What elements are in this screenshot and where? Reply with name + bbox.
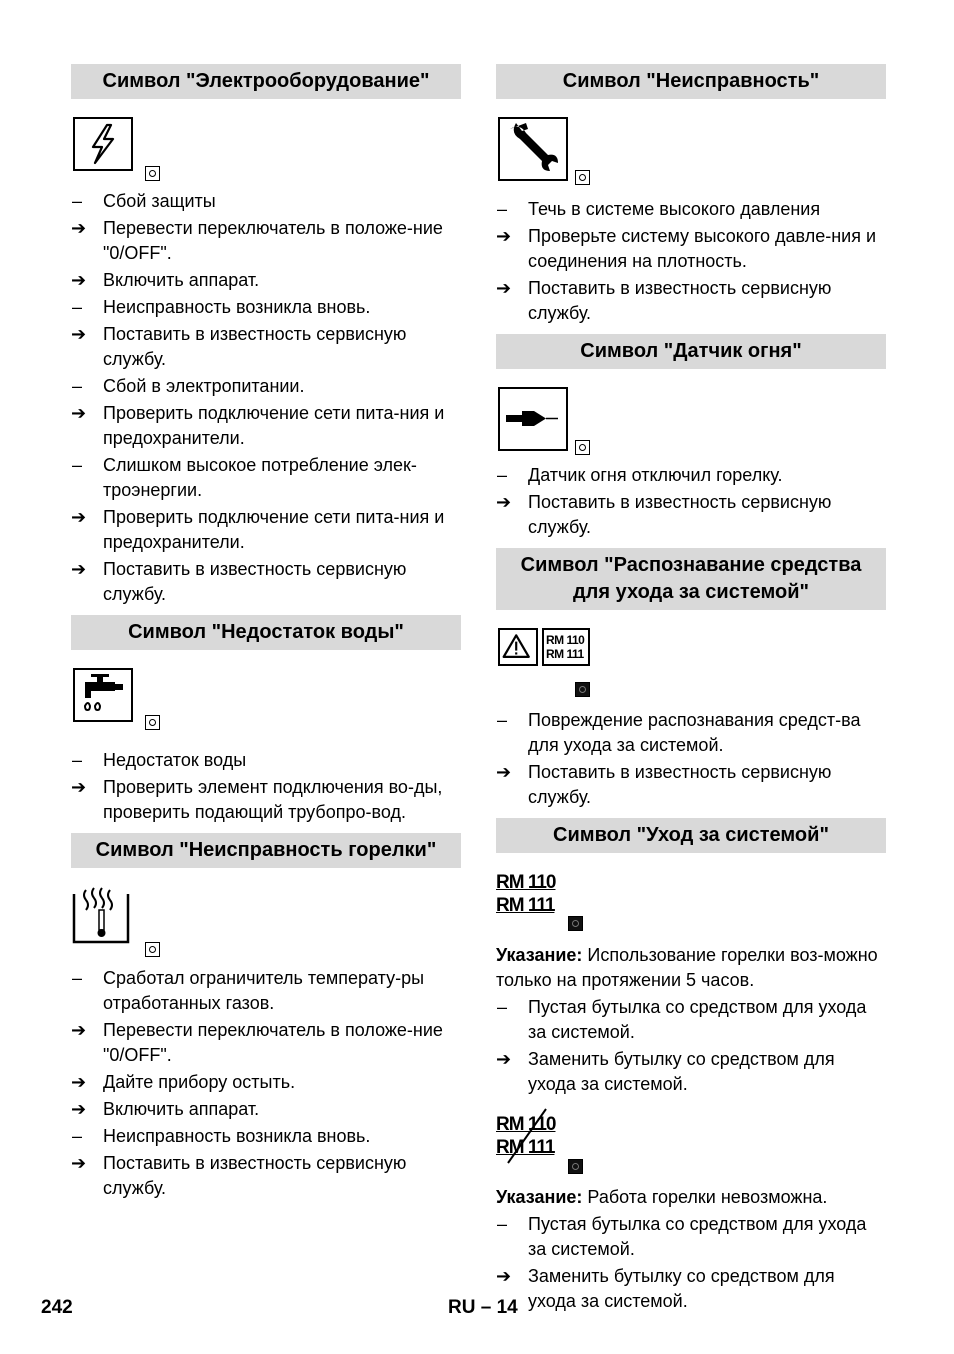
note-label: Указание: xyxy=(496,1187,583,1207)
arrow-icon: ➔ xyxy=(71,324,87,344)
heading-water: Символ "Недостаток воды" xyxy=(71,615,461,650)
wrench-icon xyxy=(498,117,568,181)
note-label: Указание: xyxy=(496,945,583,965)
item-text: Перевести переключатель в положе-ние "0/OFF". xyxy=(103,218,443,263)
condition-item xyxy=(71,453,461,503)
action-item xyxy=(71,1151,461,1201)
list-care-2 xyxy=(496,1212,886,1314)
action-item xyxy=(496,224,886,274)
heading-burner: Символ "Неисправность горелки" xyxy=(71,833,461,868)
list-water xyxy=(71,748,461,825)
dash-icon: – xyxy=(72,191,83,211)
rm-110-label: RM 110 xyxy=(546,633,585,647)
item-text: Слишком высокое потребление элек-троэнергии. xyxy=(103,455,417,500)
action-item xyxy=(496,1047,886,1097)
item-text: Сработал ограничитель температу-ры отработанных газов. xyxy=(103,968,425,1013)
action-item xyxy=(71,1097,461,1122)
dash-icon: – xyxy=(72,455,83,475)
action-item xyxy=(496,760,886,810)
action-item xyxy=(496,276,886,326)
condition-item xyxy=(71,748,461,773)
action-item xyxy=(71,1070,461,1095)
dash-icon: – xyxy=(72,297,83,317)
status-indicator-icon xyxy=(145,166,160,181)
list-care-1 xyxy=(496,995,886,1097)
status-indicator-icon xyxy=(145,715,160,730)
note-usage xyxy=(496,943,886,993)
arrow-icon: ➔ xyxy=(496,762,512,782)
item-text: Заменить бутылку со средством для ухода за системой. xyxy=(528,1049,835,1094)
arrow-icon: ➔ xyxy=(496,492,512,512)
item-text: Заменить бутылку со средством для ухода за системой. xyxy=(528,1266,835,1311)
symbol-row-burner xyxy=(71,886,461,966)
symbol-row-water xyxy=(71,668,461,748)
arrow-icon: ➔ xyxy=(71,403,87,423)
symbol-row-fault xyxy=(496,117,886,197)
strike-through-icon xyxy=(496,1107,560,1167)
arrow-icon: ➔ xyxy=(496,1049,512,1069)
item-text: Пустая бутылка со средством для ухода за системой. xyxy=(528,997,867,1042)
symbol-row-electro xyxy=(71,117,461,189)
heading-care: Символ "Уход за системой" xyxy=(496,818,886,853)
item-text: Поставить в известность сервисную службу. xyxy=(103,559,407,604)
item-text: Поставить в известность сервисную службу. xyxy=(103,324,407,369)
item-text: Неисправность возникла вновь. xyxy=(103,297,371,317)
dash-icon: – xyxy=(72,750,83,770)
dash-icon: – xyxy=(497,997,508,1017)
action-item xyxy=(496,1264,886,1314)
item-text: Включить аппарат. xyxy=(103,270,260,290)
dash-icon: – xyxy=(72,968,83,988)
item-text: Включить аппарат. xyxy=(103,1099,260,1119)
water-tap-icon xyxy=(73,668,133,722)
arrow-icon: ➔ xyxy=(71,1153,87,1173)
action-item xyxy=(71,268,461,293)
symbol-row-care xyxy=(496,871,886,943)
item-text: Сбой в электропитании. xyxy=(103,376,305,396)
list-burner xyxy=(71,966,461,1201)
status-indicator-icon xyxy=(568,916,583,931)
item-text: Течь в системе высокого давления xyxy=(528,199,821,219)
arrow-icon: ➔ xyxy=(71,218,87,238)
dash-icon: – xyxy=(497,710,508,730)
action-item xyxy=(71,1018,461,1068)
symbol-row-flame xyxy=(496,387,886,463)
dash-icon: – xyxy=(72,1126,83,1146)
item-text: Перевести переключатель в положе-ние "0/OFF". xyxy=(103,1020,443,1065)
right-column xyxy=(496,64,886,1316)
condition-item xyxy=(496,708,886,758)
status-indicator-icon xyxy=(568,1159,583,1174)
condition-item xyxy=(496,463,886,488)
action-item xyxy=(496,490,886,540)
condition-item xyxy=(71,295,461,320)
care-agent-label xyxy=(496,871,555,917)
item-text: Проверьте систему высокого давле-ния и соединения на плотность. xyxy=(528,226,877,271)
item-text: Недостаток воды xyxy=(103,750,247,770)
heading-flame: Символ "Датчик огня" xyxy=(496,334,886,369)
item-text: Поставить в известность сервисную службу. xyxy=(528,278,832,323)
condition-item xyxy=(496,995,886,1045)
heading-detect: Символ "Распознавание средства для ухода за системой" xyxy=(496,548,886,610)
arrow-icon: ➔ xyxy=(71,507,87,527)
arrow-icon: ➔ xyxy=(71,270,87,290)
rm-111-label: RM 111 xyxy=(546,647,584,661)
symbol-row-care-crossed xyxy=(496,1113,886,1185)
item-text: Поставить в известность сервисную службу. xyxy=(528,492,832,537)
item-text: Пустая бутылка со средством для ухода за системой. xyxy=(528,1214,867,1259)
rm-110-label: RM 110 xyxy=(496,872,556,893)
list-flame xyxy=(496,463,886,540)
arrow-icon: ➔ xyxy=(496,226,512,246)
action-item xyxy=(71,401,461,451)
status-indicator-icon xyxy=(145,942,160,957)
heading-electro: Символ "Электрооборудование" xyxy=(71,64,461,99)
symbol-row-detect xyxy=(496,628,886,708)
care-agent-label-box xyxy=(542,628,590,666)
condition-item xyxy=(71,966,461,1016)
arrow-icon: ➔ xyxy=(71,1099,87,1119)
item-text: Поставить в известность сервисную службу. xyxy=(103,1153,407,1198)
item-text: Датчик огня отключил горелку. xyxy=(528,465,783,485)
note-no-operation xyxy=(496,1185,886,1210)
page-label: RU – 14 xyxy=(448,1297,518,1318)
dash-icon: – xyxy=(72,376,83,396)
list-detect xyxy=(496,708,886,810)
rm-111-label: RM 111 xyxy=(496,895,555,916)
arrow-icon: ➔ xyxy=(71,559,87,579)
heading-fault: Символ "Неисправность" xyxy=(496,64,886,99)
dash-icon: – xyxy=(497,465,508,485)
item-text: Повреждение распознавания средст-ва для ухода за системой. xyxy=(528,710,861,755)
list-fault xyxy=(496,197,886,326)
item-text: Проверить подключение сети пита-ния и предохранители. xyxy=(103,507,445,552)
list-electro xyxy=(71,189,461,607)
arrow-icon: ➔ xyxy=(496,278,512,298)
status-indicator-icon xyxy=(575,170,590,185)
arrow-icon: ➔ xyxy=(71,1072,87,1092)
dash-icon: – xyxy=(497,1214,508,1234)
flame-sensor-icon xyxy=(498,387,568,451)
dash-icon: – xyxy=(497,199,508,219)
left-column xyxy=(71,64,461,1203)
rm-110-label: RM 110 xyxy=(496,1114,556,1135)
electrical-icon xyxy=(73,117,133,171)
condition-item xyxy=(496,1212,886,1262)
arrow-icon: ➔ xyxy=(71,1020,87,1040)
status-indicator-icon xyxy=(575,440,590,455)
action-item xyxy=(71,557,461,607)
warning-icon xyxy=(498,628,538,666)
page-number: 242 xyxy=(41,1297,73,1318)
condition-item xyxy=(71,374,461,399)
action-item xyxy=(71,322,461,372)
condition-item xyxy=(71,1124,461,1149)
item-text: Дайте прибору остыть. xyxy=(103,1072,296,1092)
condition-item xyxy=(71,189,461,214)
item-text: Неисправность возникла вновь. xyxy=(103,1126,371,1146)
condition-item xyxy=(496,197,886,222)
action-item xyxy=(71,775,461,825)
note-text: Использование горелки воз-можно только на протяжении 5 часов. xyxy=(496,945,878,990)
item-text: Поставить в известность сервисную службу. xyxy=(528,762,832,807)
item-text: Проверить элемент подключения во-ды, проверить подающий трубопро-вод. xyxy=(103,777,443,822)
rm-111-label: RM 111 xyxy=(496,1137,555,1158)
arrow-icon: ➔ xyxy=(496,1266,512,1286)
exhaust-temperature-icon xyxy=(72,886,130,944)
action-item xyxy=(71,505,461,555)
action-item xyxy=(71,216,461,266)
item-text: Сбой защиты xyxy=(103,191,216,211)
arrow-icon: ➔ xyxy=(71,777,87,797)
item-text: Проверить подключение сети пита-ния и предохранители. xyxy=(103,403,445,448)
note-text: Работа горелки невозможна. xyxy=(582,1187,828,1207)
status-indicator-icon xyxy=(575,682,590,697)
